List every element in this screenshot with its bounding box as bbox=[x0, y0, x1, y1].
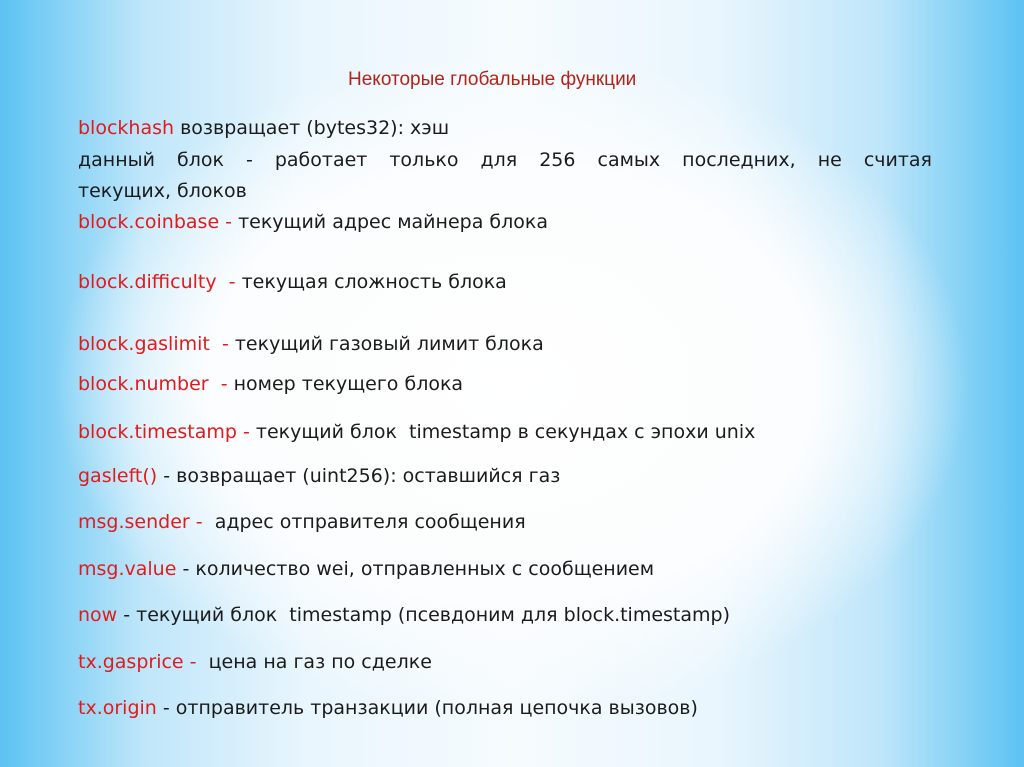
entry-blockhash-continuation-end bbox=[78, 179, 247, 203]
entry-separator: - bbox=[183, 651, 209, 673]
entry-description: данный блок - работает только для 256 самых последних, не считая bbox=[78, 149, 932, 171]
entry-msg-value bbox=[78, 557, 654, 581]
entry-name: tx.origin bbox=[78, 697, 157, 719]
entry-description: количество wei, отправленных с сообщением bbox=[195, 558, 655, 580]
entry-description: текущий блок timestamp (псевдоним для block.timestamp) bbox=[136, 604, 731, 626]
entry-name: block.gaslimit bbox=[78, 333, 210, 355]
entry-block-number bbox=[78, 372, 463, 396]
entry-block-timestamp bbox=[78, 420, 755, 444]
entry-description: текущая сложность блока bbox=[241, 271, 507, 293]
entry-separator: - bbox=[208, 373, 234, 395]
entry-separator: - bbox=[189, 511, 215, 533]
entry-description: текущий блок timestamp в секундах с эпохи unix bbox=[255, 421, 756, 443]
entry-description: адрес отправителя сообщения bbox=[214, 511, 526, 533]
entry-gasleft bbox=[78, 464, 560, 488]
entry-name: msg.sender bbox=[78, 511, 190, 533]
entry-block-gaslimit bbox=[78, 332, 544, 356]
entry-description: возвращает (bytes32): хэш bbox=[174, 117, 450, 139]
entry-blockhash bbox=[78, 116, 449, 140]
entry-description: номер текущего блока bbox=[233, 373, 464, 395]
entry-description: отправитель транзакции (полная цепочка вызовов) bbox=[175, 697, 698, 719]
entry-separator: - bbox=[216, 271, 242, 293]
entry-name: block.number bbox=[78, 373, 209, 395]
entry-name: msg.value bbox=[78, 558, 177, 580]
entry-name: block.timestamp bbox=[78, 421, 237, 443]
entry-tx-gasprice bbox=[78, 650, 432, 674]
entry-description: текущий адрес майнера блока bbox=[238, 211, 548, 233]
entry-separator: - bbox=[236, 421, 256, 443]
entry-separator: - bbox=[209, 333, 235, 355]
entry-blockhash-continuation bbox=[78, 148, 932, 172]
entry-block-difficulty bbox=[78, 270, 507, 294]
entry-name: gasleft() bbox=[78, 465, 158, 487]
entry-separator: - bbox=[219, 211, 239, 233]
entry-description: цена на газ по сделке bbox=[208, 651, 432, 673]
entry-description: текущий газовый лимит блока bbox=[234, 333, 544, 355]
entry-now bbox=[78, 603, 730, 627]
entry-separator: - bbox=[117, 604, 137, 626]
slide-title: Некоторые глобальные функции bbox=[348, 69, 637, 90]
entry-separator: - bbox=[156, 697, 176, 719]
entry-name: now bbox=[78, 604, 118, 626]
entry-block-coinbase bbox=[78, 210, 548, 234]
entry-description: возвращает (uint256): оставшийся газ bbox=[176, 465, 561, 487]
entry-description: текущих, блоков bbox=[78, 180, 247, 202]
entry-name: blockhash bbox=[78, 117, 175, 139]
entry-separator: - bbox=[176, 558, 196, 580]
entry-tx-origin bbox=[78, 696, 698, 720]
entry-name: block.coinbase bbox=[78, 211, 220, 233]
entry-msg-sender bbox=[78, 510, 526, 534]
entry-name: block.difficulty bbox=[78, 271, 217, 293]
entry-separator: - bbox=[157, 465, 177, 487]
entry-name: tx.gasprice bbox=[78, 651, 184, 673]
